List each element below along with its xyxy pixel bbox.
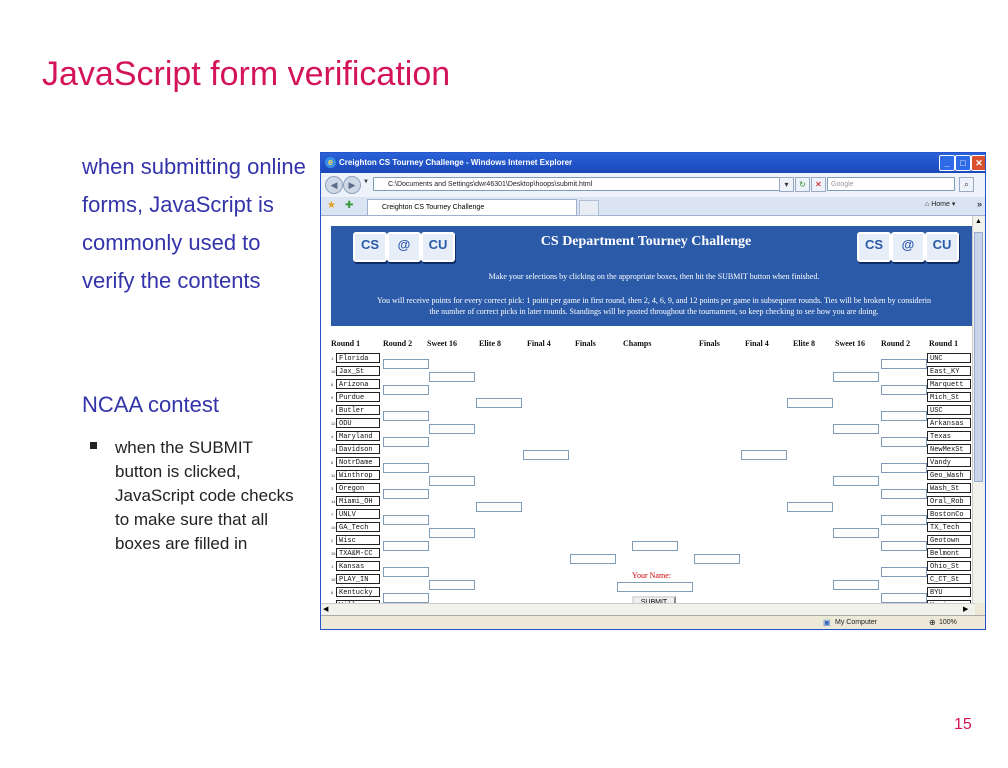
round-header: Round 1 bbox=[331, 339, 361, 348]
team-left[interactable]: Jax_St bbox=[336, 366, 380, 376]
team-left[interactable]: ODU bbox=[336, 418, 380, 428]
seed-number: 9 bbox=[331, 395, 334, 400]
pick-box[interactable] bbox=[833, 528, 879, 538]
scroll-left-icon[interactable]: ◀ bbox=[323, 606, 329, 613]
team-left[interactable]: Kentucky bbox=[336, 587, 380, 597]
team-left[interactable]: GA_Tech bbox=[336, 522, 380, 532]
pick-box[interactable] bbox=[570, 554, 616, 564]
seed-number: 12 bbox=[331, 421, 336, 426]
chevron-more-icon[interactable]: » bbox=[977, 199, 983, 209]
banner bbox=[331, 226, 975, 326]
back-button[interactable]: ◀ bbox=[325, 176, 343, 194]
team-right[interactable]: TX_Tech bbox=[927, 522, 971, 532]
team-right[interactable]: Oral_Rob bbox=[927, 496, 971, 506]
pick-box[interactable] bbox=[694, 554, 740, 564]
team-right[interactable]: Ohio_St bbox=[927, 561, 971, 571]
ie-logo-icon: e bbox=[325, 157, 336, 168]
pick-box[interactable] bbox=[383, 385, 429, 395]
instruction-text: Make your selections by clicking on the appropriate boxes, then hit the SUBMIT button when finished. bbox=[488, 272, 820, 281]
pick-box[interactable] bbox=[833, 424, 879, 434]
team-left[interactable]: Arizona bbox=[336, 379, 380, 389]
team-left[interactable]: Davidson bbox=[336, 444, 380, 454]
round-header: Round 2 bbox=[383, 339, 413, 348]
page-number: 15 bbox=[954, 716, 972, 733]
page-content bbox=[321, 216, 975, 615]
logo-left bbox=[353, 232, 449, 266]
team-left[interactable]: Miami_OH bbox=[336, 496, 380, 506]
logo-key: CS bbox=[353, 232, 387, 262]
title-bar bbox=[321, 153, 985, 173]
team-right[interactable]: Arkansas bbox=[927, 418, 971, 428]
team-right[interactable]: Mich_St bbox=[927, 392, 971, 402]
pick-box[interactable] bbox=[383, 593, 429, 603]
seed-number: 15 bbox=[331, 551, 336, 556]
home-button[interactable]: ⌂ Home ▾ bbox=[925, 201, 956, 208]
zoom-icon[interactable]: ⊕ bbox=[929, 618, 936, 627]
team-right[interactable]: NewMexSt bbox=[927, 444, 971, 454]
pick-box[interactable] bbox=[429, 424, 475, 434]
pick-box[interactable] bbox=[833, 476, 879, 486]
team-left[interactable]: Butler bbox=[336, 405, 380, 415]
pick-box[interactable] bbox=[881, 567, 927, 577]
pick-box[interactable] bbox=[383, 541, 429, 551]
round-header: Elite 8 bbox=[793, 339, 815, 348]
seed-number: 16 bbox=[331, 577, 336, 582]
pick-box[interactable] bbox=[881, 359, 927, 369]
search-button[interactable]: ⌕ bbox=[959, 177, 974, 192]
pick-box[interactable] bbox=[476, 398, 522, 408]
pick-box[interactable] bbox=[383, 411, 429, 421]
team-left[interactable]: NotrDame bbox=[336, 457, 380, 467]
bullet-marker-icon bbox=[90, 442, 97, 449]
slide-paragraph: when submitting online forms, JavaScript is commonly used to verify the contents bbox=[82, 154, 306, 293]
tab-current[interactable]: Creighton CS Tourney Challenge bbox=[367, 199, 577, 215]
seed-number: 5 bbox=[331, 408, 334, 413]
points-line-2: the number of correct picks in later rounds. Standings will be posted throughout the tournament, so keep checking to see how you are doing. bbox=[429, 307, 879, 316]
zoom-level[interactable]: 100% bbox=[939, 619, 957, 626]
round-header: Finals bbox=[699, 339, 720, 348]
team-left[interactable]: Wisc bbox=[336, 535, 380, 545]
slide-subheading: NCAA contest bbox=[82, 392, 219, 417]
round-header: Round 1 bbox=[929, 339, 959, 348]
pick-box[interactable] bbox=[881, 385, 927, 395]
logo-right bbox=[857, 232, 953, 266]
team-left[interactable]: Florida bbox=[336, 353, 380, 363]
address-dropdown-button[interactable]: ▾ bbox=[779, 177, 794, 192]
logo-key: CU bbox=[421, 232, 455, 262]
team-right[interactable]: East_KY bbox=[927, 366, 971, 376]
team-right[interactable]: Belmont bbox=[927, 548, 971, 558]
stop-button[interactable]: ✕ bbox=[811, 177, 826, 192]
nav-dropdown-icon[interactable]: ▼ bbox=[363, 179, 369, 185]
pick-box[interactable] bbox=[881, 463, 927, 473]
seed-number: 8 bbox=[331, 382, 334, 387]
pick-box[interactable] bbox=[383, 567, 429, 577]
seed-number: 7 bbox=[331, 512, 334, 517]
slide-title: JavaScript form verification bbox=[42, 55, 451, 93]
round-header: Sweet 16 bbox=[835, 339, 865, 348]
team-left[interactable]: Maryland bbox=[336, 431, 380, 441]
pick-box[interactable] bbox=[881, 593, 927, 603]
your-name-input[interactable] bbox=[617, 582, 693, 592]
pick-box[interactable] bbox=[429, 372, 475, 382]
team-left[interactable]: Kansas bbox=[336, 561, 380, 571]
maximize-button[interactable]: □ bbox=[955, 155, 971, 171]
pick-box[interactable] bbox=[881, 489, 927, 499]
add-favorite-icon[interactable]: ✚ bbox=[345, 200, 354, 211]
pick-box[interactable] bbox=[523, 450, 569, 460]
pick-box[interactable] bbox=[383, 463, 429, 473]
team-right[interactable]: Marquett bbox=[927, 379, 971, 389]
scroll-right-icon[interactable]: ▶ bbox=[963, 606, 969, 613]
team-left[interactable]: Oregon bbox=[336, 483, 380, 493]
logo-key: @ bbox=[891, 232, 925, 262]
round-header: Final 4 bbox=[527, 339, 551, 348]
points-line-1: You will receive points for every correct pick: 1 point per game in first round, then 2, 4, 6, 9, and 12 points per game in subsequent rounds. Ties will be broken by considerin bbox=[377, 296, 931, 305]
scroll-up-icon[interactable]: ▲ bbox=[975, 218, 982, 225]
seed-number: 3 bbox=[331, 486, 334, 491]
address-field[interactable]: C:\Documents and Settings\dwr46301\Desktop\hoops\submit.html bbox=[373, 177, 791, 191]
pick-box[interactable] bbox=[833, 580, 879, 590]
pick-box[interactable] bbox=[881, 437, 927, 447]
your-name-label: Your Name: bbox=[632, 571, 671, 580]
pick-box[interactable] bbox=[429, 528, 475, 538]
team-right[interactable]: C_CT_St bbox=[927, 574, 971, 584]
round-header: Champs bbox=[623, 339, 652, 348]
minimize-button[interactable]: _ bbox=[939, 155, 955, 171]
favorites-star-icon[interactable]: ★ bbox=[327, 200, 336, 211]
seed-number: 4 bbox=[331, 434, 334, 439]
seed-number: 10 bbox=[331, 525, 336, 530]
pick-box[interactable] bbox=[383, 489, 429, 499]
pick-box[interactable] bbox=[429, 476, 475, 486]
close-button[interactable]: ✕ bbox=[971, 155, 986, 171]
round-header: Final 4 bbox=[745, 339, 769, 348]
seed-number: 1 bbox=[331, 564, 334, 569]
team-left[interactable]: Winthrop bbox=[336, 470, 380, 480]
seed-number: 2 bbox=[331, 538, 334, 543]
team-left[interactable]: Purdue bbox=[336, 392, 380, 402]
slide-bullet bbox=[90, 436, 300, 556]
team-right[interactable]: BostonCo bbox=[927, 509, 971, 519]
seed-number: 16 bbox=[331, 369, 336, 374]
seed-number: 13 bbox=[331, 447, 336, 452]
team-right[interactable]: Texas bbox=[927, 431, 971, 441]
vertical-scrollbar[interactable] bbox=[972, 216, 985, 603]
banner-title: CS Department Tourney Challenge bbox=[540, 234, 752, 249]
pick-box[interactable] bbox=[429, 580, 475, 590]
pick-box[interactable] bbox=[383, 515, 429, 525]
team-left[interactable]: TXA&M-CC bbox=[336, 548, 380, 558]
status-bar bbox=[321, 615, 985, 630]
zone-label: My Computer bbox=[835, 619, 878, 626]
tab-bar bbox=[321, 197, 985, 216]
new-tab-button[interactable] bbox=[579, 200, 599, 216]
seed-number: 14 bbox=[331, 499, 336, 504]
team-right[interactable]: BYU bbox=[927, 587, 971, 597]
team-left[interactable]: PLAY_IN bbox=[336, 574, 380, 584]
home-label: Home bbox=[931, 201, 950, 208]
pick-box[interactable] bbox=[787, 398, 833, 408]
team-right[interactable]: Vandy bbox=[927, 457, 971, 467]
team-right[interactable]: UNC bbox=[927, 353, 971, 363]
logo-key: CS bbox=[857, 232, 891, 262]
pick-box[interactable] bbox=[476, 502, 522, 512]
pick-box[interactable] bbox=[881, 515, 927, 525]
computer-icon: ▣ bbox=[823, 618, 831, 627]
round-header: Sweet 16 bbox=[427, 339, 457, 348]
window-title: Creighton CS Tourney Challenge - Windows Internet Explorer bbox=[339, 158, 573, 167]
pick-box[interactable] bbox=[741, 450, 787, 460]
forward-button[interactable]: ▶ bbox=[343, 176, 361, 194]
search-input[interactable]: Google bbox=[827, 177, 955, 191]
seed-number: 1 bbox=[331, 356, 334, 361]
pick-box[interactable] bbox=[787, 502, 833, 512]
address-toolbar bbox=[321, 173, 985, 197]
refresh-button[interactable]: ↻ bbox=[795, 177, 810, 192]
seed-number: 8 bbox=[331, 590, 334, 595]
round-header: Elite 8 bbox=[479, 339, 501, 348]
logo-key: @ bbox=[387, 232, 421, 262]
round-header: Round 2 bbox=[881, 339, 911, 348]
team-right[interactable]: USC bbox=[927, 405, 971, 415]
team-right[interactable]: Wash_St bbox=[927, 483, 971, 493]
pick-box[interactable] bbox=[881, 541, 927, 551]
team-left[interactable]: UNLV bbox=[336, 509, 380, 519]
browser-window bbox=[320, 152, 986, 630]
pick-box[interactable] bbox=[881, 411, 927, 421]
bullet-text: when the SUBMIT button is clicked, JavaScript code checks to make sure that all boxes are filled in bbox=[115, 438, 294, 553]
logo-key: CU bbox=[925, 232, 959, 262]
pick-box[interactable] bbox=[383, 359, 429, 369]
team-right[interactable]: Geotown bbox=[927, 535, 971, 545]
seed-number: 6 bbox=[331, 460, 334, 465]
scroll-thumb[interactable] bbox=[974, 232, 983, 482]
pick-box[interactable] bbox=[833, 372, 879, 382]
round-header: Finals bbox=[575, 339, 596, 348]
seed-number: 11 bbox=[331, 473, 336, 478]
pick-box[interactable] bbox=[383, 437, 429, 447]
pick-box[interactable] bbox=[632, 541, 678, 551]
team-right[interactable]: Geo_Wash bbox=[927, 470, 971, 480]
